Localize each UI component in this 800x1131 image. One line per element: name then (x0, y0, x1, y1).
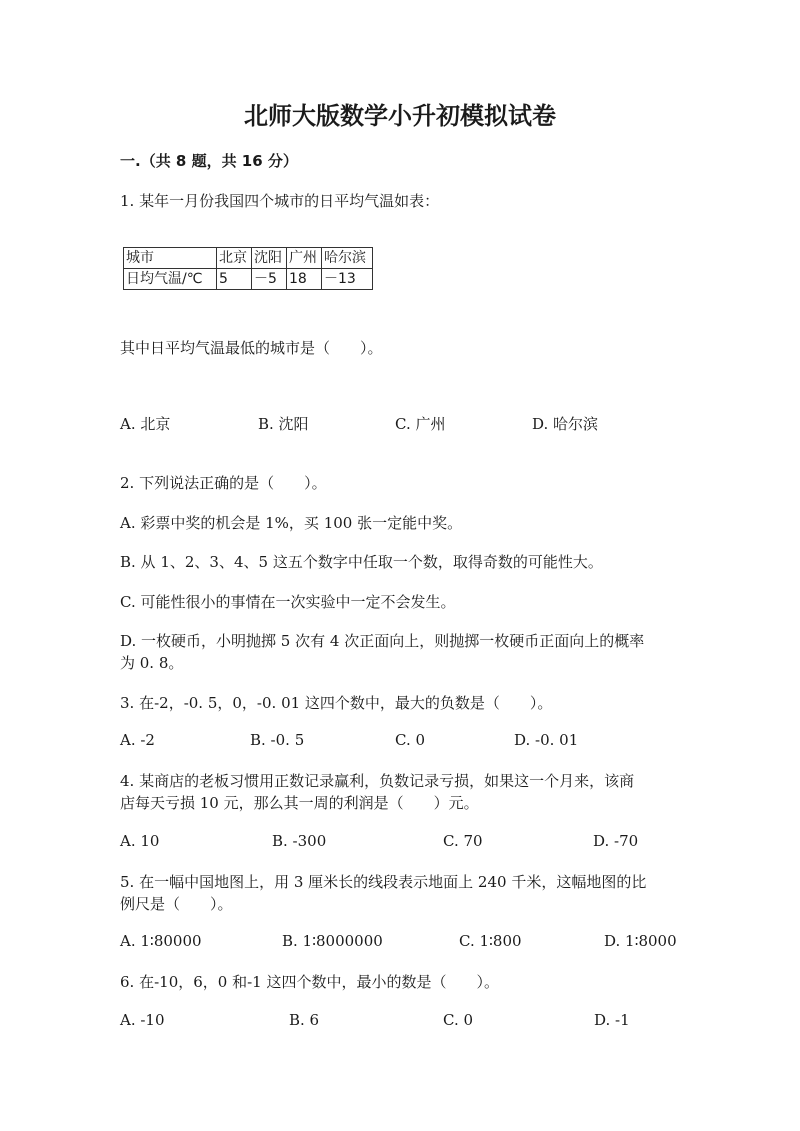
q5-stem-line2: 例尺是（ ）。 (120, 895, 233, 913)
table-cell: －13 (322, 269, 373, 290)
table-cell: 日均气温/℃ (124, 269, 217, 290)
q3-option-d: D. -0. 01 (514, 731, 579, 749)
q2-option-c: C. 可能性很小的事情在一次实验中一定不会发生。 (120, 593, 456, 611)
q4-stem-line1: 4. 某商店的老板习惯用正数记录赢利，负数记录亏损，如果这一个月来，该商 (120, 772, 635, 790)
q1-option-a: A. 北京 (120, 415, 171, 433)
q3-option-c: C. 0 (395, 731, 426, 749)
table-cell: 广州 (287, 248, 322, 269)
section-heading: 一.（共 8 题，共 16 分） (120, 152, 298, 170)
q5-option-a: A. 1∶80000 (120, 932, 202, 950)
q2-option-b: B. 从 1、2、3、4、5 这五个数字中任取一个数，取得奇数的可能性大。 (120, 553, 603, 571)
q5-stem-line1: 5. 在一幅中国地图上，用 3 厘米长的线段表示地面上 240 千米，这幅地图的比 (120, 873, 647, 891)
q2-option-a: A. 彩票中奖的机会是 1%，买 100 张一定能中奖。 (120, 514, 463, 532)
q4-option-c: C. 70 (443, 832, 483, 850)
q2-stem: 2. 下列说法正确的是（ ）。 (120, 474, 327, 492)
q5-option-d: D. 1∶8000 (604, 932, 677, 950)
q1-option-d: D. 哈尔滨 (532, 415, 599, 433)
q1-option-b: B. 沈阳 (258, 415, 309, 433)
q2-option-d: D. 一枚硬币，小明抛掷 5 次有 4 次正面向上，则抛掷一枚硬币正面向上的概率 (120, 632, 645, 650)
q6-option-c: C. 0 (443, 1011, 474, 1029)
table-cell: 5 (217, 269, 252, 290)
q3-stem: 3. 在-2，-0. 5，0，-0. 01 这四个数中，最大的负数是（ ）。 (120, 694, 553, 712)
table-cell: 城市 (124, 248, 217, 269)
q5-option-b: B. 1∶8000000 (282, 932, 383, 950)
q1-question: 其中日平均气温最低的城市是（ ）。 (120, 339, 383, 357)
table-cell: 北京 (217, 248, 252, 269)
q4-stem-line2: 店每天亏损 10 元，那么其一周的利润是（ ）元。 (120, 794, 479, 812)
q6-option-b: B. 6 (289, 1011, 320, 1029)
q6-option-d: D. -1 (594, 1011, 630, 1029)
q6-stem: 6. 在-10，6，0 和-1 这四个数中，最小的数是（ ）。 (120, 973, 499, 991)
q4-option-a: A. 10 (120, 832, 160, 850)
q5-option-c: C. 1∶800 (459, 932, 522, 950)
q3-option-b: B. -0. 5 (250, 731, 305, 749)
temperature-table (123, 247, 373, 290)
q1-option-c: C. 广州 (395, 415, 446, 433)
q6-option-a: A. -10 (120, 1011, 165, 1029)
q3-option-a: A. -2 (120, 731, 155, 749)
table-row (124, 269, 373, 290)
table-cell: 18 (287, 269, 322, 290)
q1-stem: 1. 某年一月份我国四个城市的日平均气温如表： (120, 192, 440, 210)
q4-option-b: B. -300 (272, 832, 327, 850)
table-cell: －5 (252, 269, 287, 290)
table-cell: 哈尔滨 (322, 248, 373, 269)
table-row (124, 248, 373, 269)
table-cell: 沈阳 (252, 248, 287, 269)
q4-option-d: D. -70 (593, 832, 639, 850)
page-title: 北师大版数学小升初模拟试卷 (244, 102, 556, 130)
q2-option-d-cont: 为 0. 8。 (120, 654, 184, 672)
